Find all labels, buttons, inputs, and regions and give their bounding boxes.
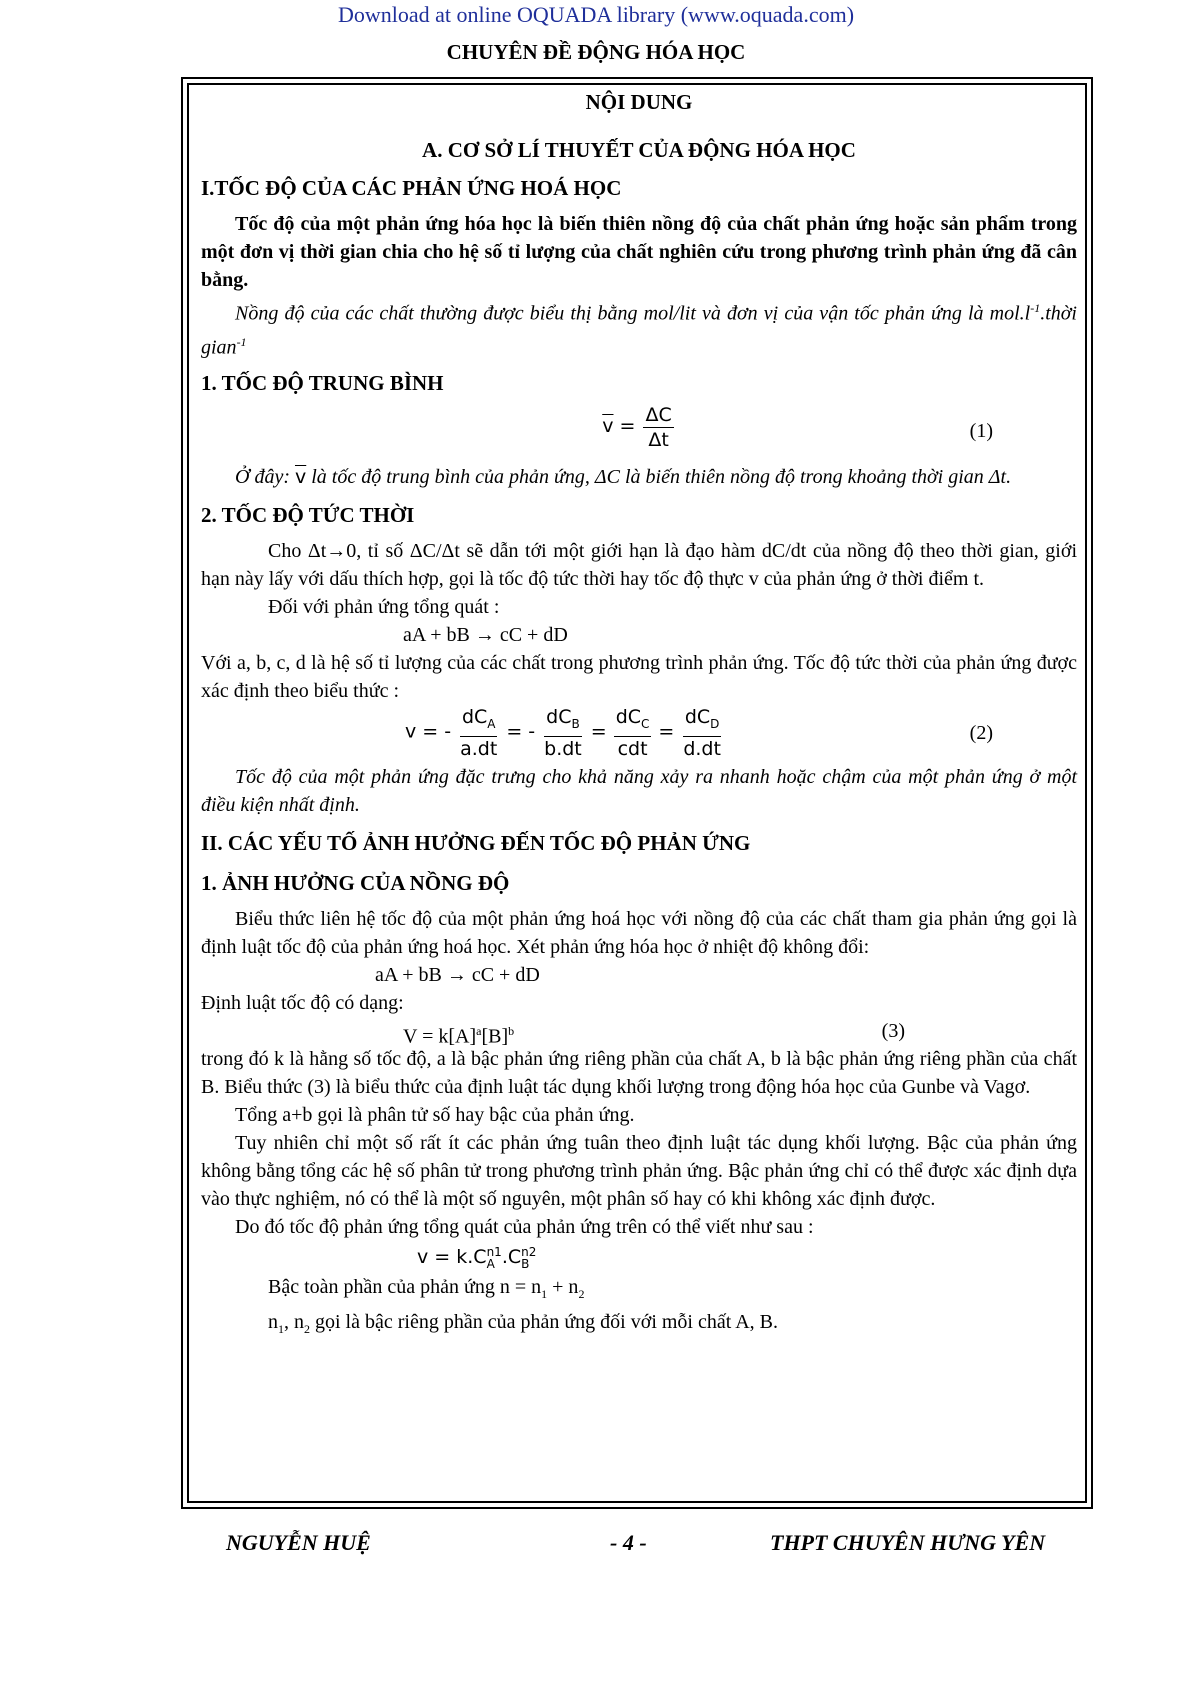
footer-page-number: - 4 - — [610, 1530, 647, 1555]
equation-3: $V = k[A]^a[B]^b$ (3) — [201, 1017, 1077, 1045]
avg-rate-note: Ở đây: $\overline{v}$ là tốc độ trung bình của phản ứng, ΔC là biến thiên nồng độ trong khoảng thời gian Δt. — [235, 466, 1012, 489]
equation-3-label: (3) — [881, 1020, 905, 1043]
rate-law-intro: Định luật tốc độ có dạng: — [201, 992, 404, 1015]
inst-rate-paragraph: Cho Δt→0, tỉ số ΔC/Δt sẽ dẫn tới một giới hạn là đạo hàm dC/dt của nồng độ theo thời gian, giới hạn này lấy với dấu thích hợp, gọi là tốc độ tức thời hay tốc độ thực v của phản ứng ở thời điểm t. — [201, 540, 1077, 591]
section-a-title: A. CƠ SỞ LÍ THUYẾT CỦA ĐỘNG HÓA HỌC — [422, 138, 856, 162]
stoichiometry-paragraph: Với a, b, c, d là hệ số tỉ lượng của các chất trong phương trình phản ứng. Tốc độ tức thời của phản ứng được xác định theo biểu thức : — [201, 652, 1077, 703]
constant-temp-reaction: aA + bB → cC + dD — [375, 964, 540, 987]
inst-rate-note: Tốc độ của một phản ứng đặc trưng cho khả năng xảy ra nhanh hoặc chậm của một phản ứng ở một điều kiện nhất định. — [201, 766, 1077, 817]
general-reaction-intro: Đối với phản ứng tổng quát : — [268, 596, 500, 619]
content-heading: NỘI DUNG — [585, 90, 693, 114]
rate-constant-paragraph: trong đó k là hằng số tốc độ, a là bậc phản ứng riêng phần của chất A, b là bậc phản ứng riêng phần của chất B. Biểu thức (3) là biểu thức của định luật tác dụng khối lượng trong động hóa học của Gunbe và Vagơ. — [201, 1048, 1077, 1099]
document-header-title: CHUYÊN ĐỀ ĐỘNG HÓA HỌC — [446, 40, 746, 64]
rate-definition: Tốc độ của một phản ứng hóa học là biến thiên nồng độ của chất phản ứng hoặc sản phẩm trong một đơn vị thời gian chia cho hệ số tỉ lượng của chất nghiên cứu trong phương trình phản ứng đã cân bằng. — [201, 213, 1077, 291]
equation-1: $\overline{v}$ = $\frac{\Delta C}{\Delta t}$ (1) — [602, 404, 993, 452]
page-content — [201, 88, 1077, 1343]
concentration-heading: 1. ẢNH HƯỞNG CỦA NỒNG ĐỘ — [201, 871, 510, 896]
general-rate-intro: Do đó tốc độ phản ứng tổng quát của phản ứng trên có thể viết như sau : — [235, 1216, 814, 1239]
equation-4: v = k.C n1 A .C n2 B — [417, 1244, 537, 1271]
partial-order-line: $n_1$, $n_2$ gọi là bậc riêng phần của phản ứng đối với mỗi chất A, B. — [268, 1311, 778, 1337]
avg-rate-heading: 1. TỐC ĐỘ TRUNG BÌNH — [201, 371, 444, 396]
inst-rate-heading: 2. TỐC ĐỘ TỨC THỜI — [201, 503, 415, 528]
section-2-title: II. CÁC YẾU TỐ ẢNH HƯỞNG ĐẾN TỐC ĐỘ PHẢN ỨNG — [201, 831, 751, 856]
footer-author: NGUYỄN HUỆ — [226, 1530, 371, 1555]
general-reaction: aA + bB → cC + dD — [403, 624, 568, 647]
units-note: Nồng độ của các chất thường được biểu thị bằng mol/lit và đơn vị của vận tốc phản ứng là $mol.l^{-1}.thời$ gian$^{-1}$ — [201, 301, 1077, 359]
download-link[interactable]: Download at online OQUADA library (www.oquada.com) — [337, 2, 855, 27]
footer-school: THPT CHUYÊN HƯNG YÊN — [770, 1530, 1046, 1555]
equation-2: v = - $\frac{dC_A}{a.dt}$ = - $\frac{dC_B}{b.dt}$ = $\frac{dC_C}{\text{cdt}}$ = $\frac{dC_D}{d.dt}$ (2) — [405, 706, 993, 761]
total-order-line: Bậc toàn phần của phản ứng $n = n_1 + n_2$ — [268, 1276, 585, 1302]
rate-law-paragraph: Biểu thức liên hệ tốc độ của một phản ứng hoá học với nồng độ của các chất tham gia phản ứng gọi là định luật tốc độ của phản ứng hoá học. Xét phản ứng hóa học ở nhiệt độ không đổi: — [201, 908, 1077, 959]
molecularity-paragraph: Tổng a+b gọi là phân tử số hay bậc của phản ứng. — [235, 1104, 635, 1127]
equation-1-label: (1) — [969, 420, 993, 443]
reaction-order-paragraph: Tuy nhiên chỉ một số rất ít các phản ứng tuân theo định luật tác dụng khối lượng. Bậc của phản ứng không bằng tổng các hệ số phân tử trong phương trình phản ứng. Bậc phản ứng chỉ có thể được xác định dựa vào thực nghiệm, nó có thể là một số nguyên, một phân số hay có khi không xác định được. — [201, 1132, 1077, 1211]
section-1-title: I.TỐC ĐỘ CỦA CÁC PHẢN ỨNG HOÁ HỌC — [201, 176, 622, 200]
equation-2-label: (2) — [969, 722, 993, 745]
